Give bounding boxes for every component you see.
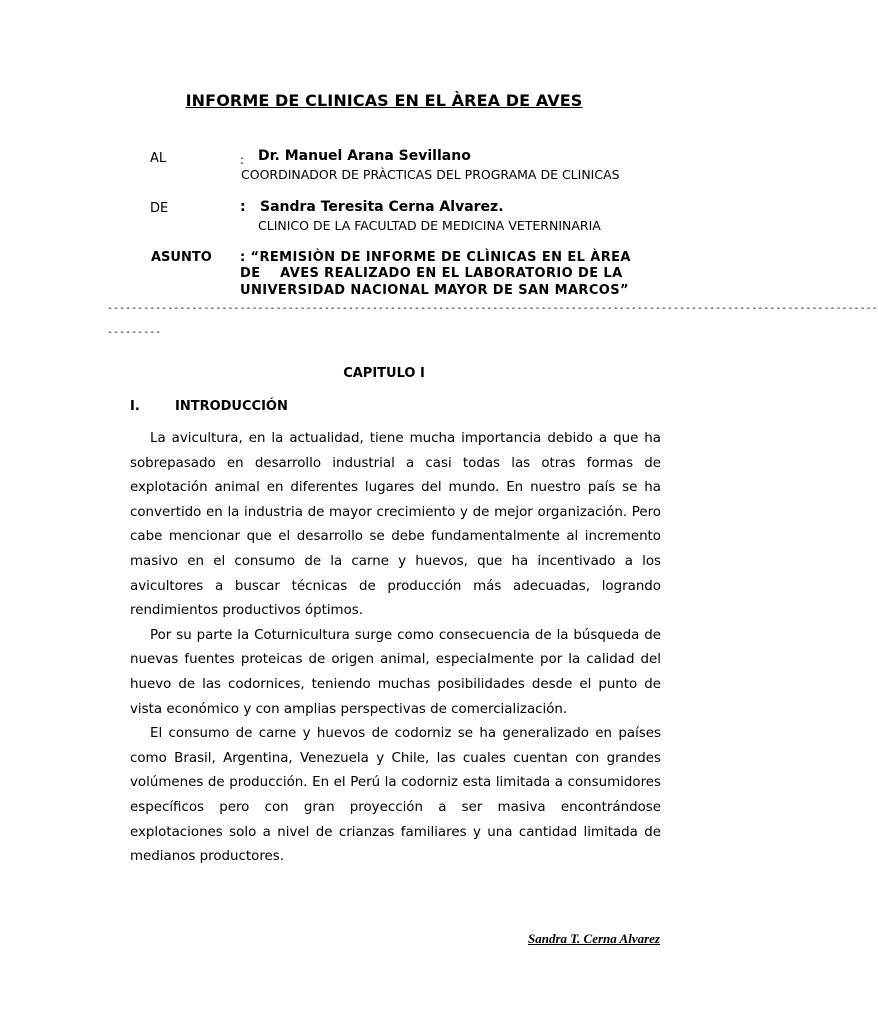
footer-signature: Sandra T. Cerna Alvarez <box>528 931 660 946</box>
al-label: AL <box>150 151 167 166</box>
de-colon: : <box>240 199 246 215</box>
de-name: Sandra Teresita Cerna Alvarez. <box>260 199 504 215</box>
de-position: CLINICO DE LA FACULTAD DE MEDICINA VETERNINARIA <box>258 218 601 233</box>
al-colon: : <box>240 153 245 167</box>
document-title: INFORME DE CLINICAS EN EL ÀREA DE AVES <box>185 91 583 110</box>
paragraph: El consumo de carne y huevos de codorniz se ha generalizado en países como Brasil, Argentina, Venezuela y Chile, las cuales cuentan con grandes volúmenes de producción. En el Perú la codorniz esta limitada a consumidores específicos pero con gran proyección a ser masiva encontrándose explotaciones solo a nivel de crianzas familiares y una cantidad limitada de medianos productores. <box>130 726 661 865</box>
paragraph: Por su parte la Coturnicultura surge como consecuencia de la búsqueda de nuevas fuentes proteicas de origen animal, especialmente por la calidad del huevo de las codornices, teniendo muchas posibilidades desde el punto de vista económico y con amplias perspectivas de comercialización. <box>130 627 661 717</box>
section-title: INTRODUCCIÓN <box>175 399 288 414</box>
al-name: Dr. Manuel Arana Sevillano <box>258 148 471 164</box>
section-number: I. <box>130 399 140 414</box>
asunto-line-1: : “REMISIÒN DE INFORME DE CLÌNICAS EN EL ÀREA <box>240 250 631 265</box>
separator-line-2: --------- <box>107 327 162 338</box>
separator-line-1: -------------------------------------------------------------------------------------------------------------------------------- <box>107 303 878 314</box>
asunto-label: ASUNTO <box>151 250 212 265</box>
paragraph: La avicultura, en la actualidad, tiene mucha importancia debido a que ha sobrepasado en desarrollo industrial a casi todas las otras formas de explotación animal en diferentes lugares del mundo. En nuestro país se ha convertido en la industria de mayor crecimiento y de mejor organización. Pero cabe mencionar que el desarrollo se debe fundamentalmente al incremento masivo en el consumo de la carne y huevos, que ha incentivado a los avicultores a buscar técnicas de producción más adecuadas, logrando rendimientos productivos óptimos. <box>130 431 661 619</box>
asunto-line-2: DE AVES REALIZADO EN EL LABORATORIO DE LA <box>240 266 623 281</box>
body-text <box>130 427 661 870</box>
al-position: COORDINADOR DE PRÀCTICAS DEL PROGRAMA DE CLINICAS <box>241 167 620 182</box>
de-label: DE <box>150 201 169 216</box>
chapter-heading: CAPITULO I <box>343 366 425 381</box>
asunto-line-3: UNIVERSIDAD NACIONAL MAYOR DE SAN MARCOS” <box>240 283 629 298</box>
